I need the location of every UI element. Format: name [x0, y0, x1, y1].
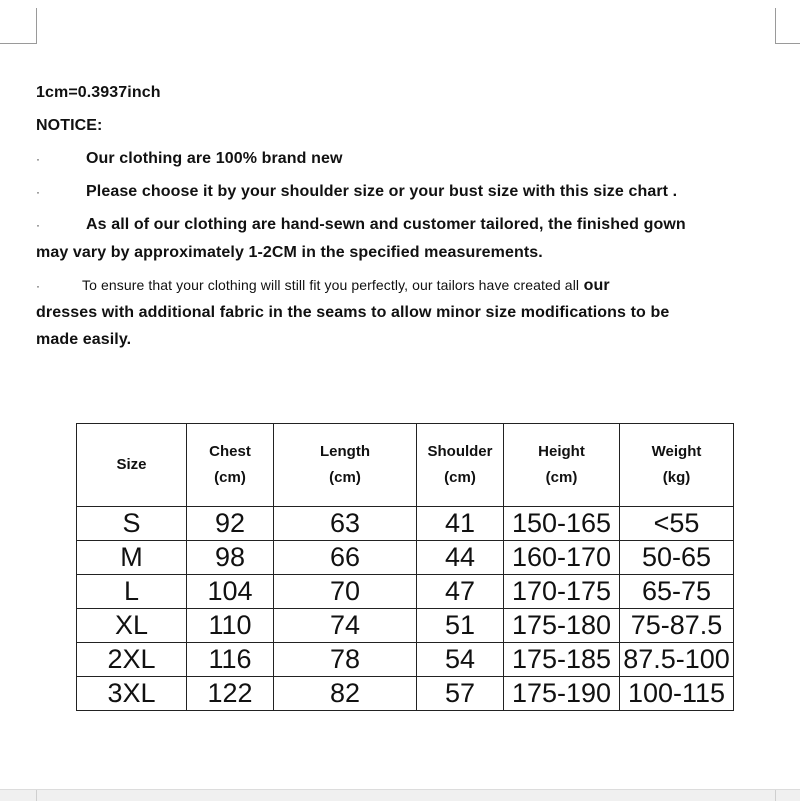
cell-chest: 116 [187, 643, 274, 677]
table-header-row [77, 424, 734, 507]
cell-shoulder: 41 [417, 507, 504, 541]
bar-divider [775, 790, 776, 801]
header-shoulder: Shoulder (cm) [417, 424, 504, 507]
cell-shoulder: 51 [417, 609, 504, 643]
bullet-mark: · [36, 152, 40, 166]
table-row [77, 677, 734, 711]
notice-item-continued: dresses with additional fabric in the seams to allow minor size modifications to be [36, 304, 670, 321]
cell-chest: 110 [187, 609, 274, 643]
cell-shoulder: 54 [417, 643, 504, 677]
header-height: Height (cm) [504, 424, 620, 507]
cell-chest: 104 [187, 575, 274, 609]
cell-weight: 50-65 [620, 541, 734, 575]
cell-length: 82 [274, 677, 417, 711]
cell-size: M [77, 541, 187, 575]
conversion-note: 1cm=0.3937inch [36, 84, 161, 101]
crop-mark [775, 43, 800, 44]
cell-length: 66 [274, 541, 417, 575]
cell-chest: 92 [187, 507, 274, 541]
cell-size: XL [77, 609, 187, 643]
table-row [77, 541, 734, 575]
cell-weight: 65-75 [620, 575, 734, 609]
notice-item: Our clothing are 100% brand new [86, 150, 343, 167]
cell-shoulder: 57 [417, 677, 504, 711]
header-size: Size [77, 424, 187, 507]
cell-weight: 87.5-100 [620, 643, 734, 677]
crop-mark [775, 8, 776, 44]
cell-height: 175-180 [504, 609, 620, 643]
crop-mark [36, 8, 37, 44]
table-row [77, 609, 734, 643]
cell-length: 70 [274, 575, 417, 609]
notice-item-continued: made easily. [36, 331, 132, 348]
header-weight: Weight (kg) [620, 424, 734, 507]
notice-item-tail: our [583, 277, 610, 294]
notice-item: As all of our clothing are hand-sewn and customer tailored, the finished gown [86, 216, 686, 233]
cell-height: 150-165 [504, 507, 620, 541]
table-row [77, 643, 734, 677]
cell-chest: 98 [187, 541, 274, 575]
cell-weight: 100-115 [620, 677, 734, 711]
cell-length: 63 [274, 507, 417, 541]
cell-height: 170-175 [504, 575, 620, 609]
bullet-mark: · [36, 279, 40, 293]
cell-weight: <55 [620, 507, 734, 541]
bar-divider [36, 790, 37, 801]
cell-size: 2XL [77, 643, 187, 677]
notice-item-continued: may vary by approximately 1-2CM in the specified measurements. [36, 244, 543, 261]
viewer-bottom-bar [0, 789, 800, 801]
notice-heading: NOTICE: [36, 117, 103, 134]
header-chest: Chest (cm) [187, 424, 274, 507]
cell-shoulder: 44 [417, 541, 504, 575]
table-row [77, 575, 734, 609]
notice-item-lead: To ensure that your clothing will still fit you perfectly, our tailors have created all [82, 277, 580, 293]
notice-item [82, 277, 610, 295]
table-row [77, 507, 734, 541]
cell-size: L [77, 575, 187, 609]
bullet-mark: · [36, 185, 40, 199]
bullet-mark: · [36, 218, 40, 232]
cell-length: 74 [274, 609, 417, 643]
cell-shoulder: 47 [417, 575, 504, 609]
cell-size: 3XL [77, 677, 187, 711]
cell-weight: 75-87.5 [620, 609, 734, 643]
cell-size: S [77, 507, 187, 541]
cell-height: 175-185 [504, 643, 620, 677]
notice-item: Please choose it by your shoulder size or your bust size with this size chart . [86, 183, 678, 200]
cell-length: 78 [274, 643, 417, 677]
header-length: Length (cm) [274, 424, 417, 507]
cell-height: 175-190 [504, 677, 620, 711]
cell-chest: 122 [187, 677, 274, 711]
cell-height: 160-170 [504, 541, 620, 575]
size-chart-table [76, 423, 734, 711]
crop-mark [0, 43, 36, 44]
